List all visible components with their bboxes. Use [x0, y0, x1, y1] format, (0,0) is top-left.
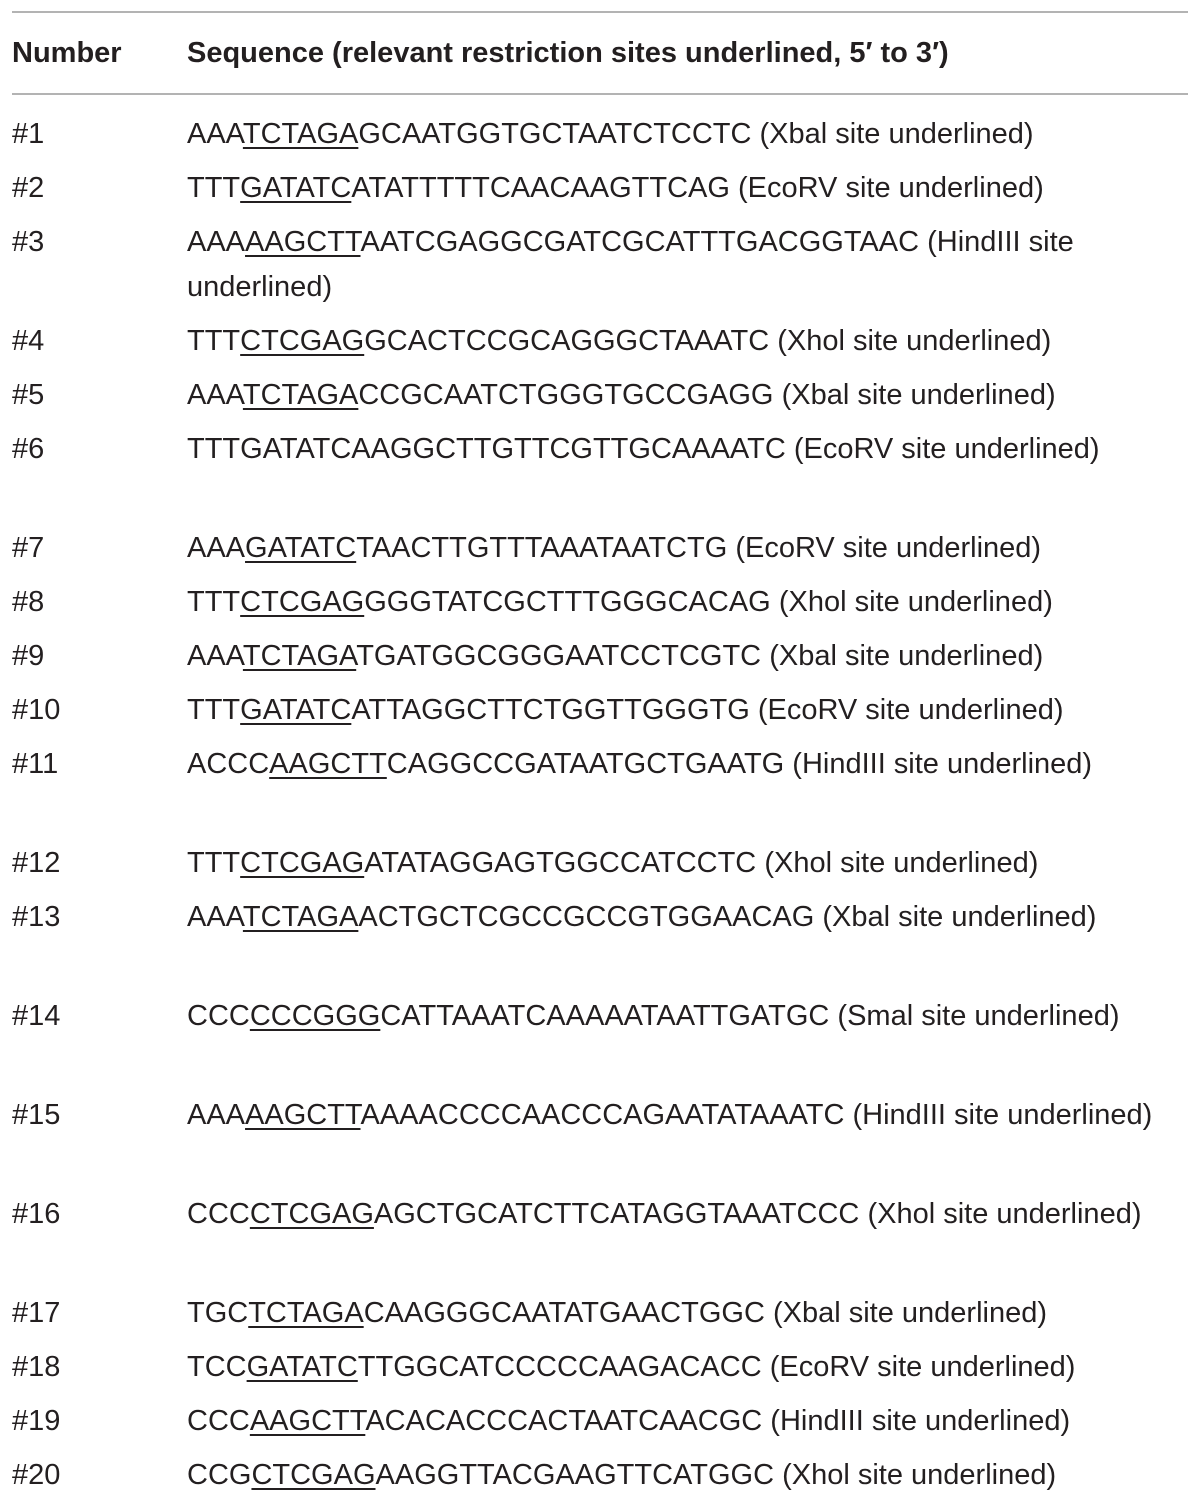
- sequence-suffix: TGATGGCGGGAATCCTCGTC: [356, 640, 762, 672]
- sequence-suffix: GCAATGGTGCTAATCTCCTC: [358, 118, 752, 150]
- restriction-site: TCTAGA: [242, 379, 359, 411]
- sequence-suffix: AAAACCCCAACCCAGAATATAAATC: [360, 1099, 845, 1131]
- site-note: (HindIII site underlined): [792, 748, 1093, 780]
- row-number: #4: [12, 325, 45, 357]
- row-sequence: [187, 166, 1182, 211]
- row-sequence: [187, 373, 1182, 418]
- site-note: (Xhol site underlined): [764, 847, 1039, 879]
- site-note: (Xbal site underlined): [772, 1297, 1047, 1329]
- row-number: #16: [12, 1198, 61, 1230]
- site-note: (Xbal site underlined): [781, 379, 1056, 411]
- restriction-site: GATATC: [240, 172, 352, 204]
- sequence-prefix: AAA: [187, 532, 246, 564]
- site-note: (Xbal site underlined): [769, 640, 1044, 672]
- row-sequence: [187, 688, 1182, 733]
- site-note: (Xhol site underlined): [777, 325, 1052, 357]
- row-sequence: [187, 841, 1182, 886]
- sequence-suffix: ATTAGGCTTCTGGTTGGGTG: [351, 694, 750, 726]
- sequence-prefix: AAA: [187, 901, 243, 933]
- row-number: #8: [12, 586, 45, 618]
- row-number: #12: [12, 847, 61, 879]
- row-sequence: [187, 742, 1182, 787]
- row-number: #5: [12, 379, 45, 411]
- site-note: (HindIII site underlined): [770, 1405, 1071, 1437]
- row-number: #15: [12, 1099, 61, 1131]
- sequence-prefix: ACCC: [187, 748, 270, 780]
- restriction-site: TCTAGA: [248, 1297, 364, 1329]
- site-note: (Xbal site underlined): [759, 118, 1034, 150]
- sequence-suffix: ACACACCCACTAATCAACGC: [365, 1405, 763, 1437]
- site-note: (EcoRV site underlined): [769, 1351, 1076, 1383]
- row-number: #2: [12, 172, 45, 204]
- restriction-site: AAGCTT: [269, 748, 387, 780]
- restriction-site: GATATC: [245, 532, 357, 564]
- row-number: #9: [12, 640, 45, 672]
- row-number: #14: [12, 1000, 61, 1032]
- restriction-site: CTCGAG: [249, 1198, 374, 1230]
- row-sequence: [187, 526, 1182, 571]
- sequence-prefix: TTTGATATCAAGGCTTGTTCGTTGCAAAATC: [187, 433, 786, 465]
- row-number: #13: [12, 901, 61, 933]
- site-note: (Xhol site underlined): [782, 1459, 1057, 1491]
- sequence-prefix: AAA: [187, 1099, 246, 1131]
- site-note: (Xhol site underlined): [867, 1198, 1142, 1230]
- header-rule: [12, 93, 1188, 95]
- sequence-prefix: TGC: [187, 1297, 249, 1329]
- site-note: (Xhol site underlined): [778, 586, 1053, 618]
- site-note: (EcoRV site underlined): [738, 172, 1044, 204]
- restriction-site: TCTAGA: [242, 118, 359, 150]
- header-sequence: Sequence (relevant restriction sites underlined, 5′ to 3′): [187, 37, 949, 69]
- restriction-site: GATATC: [240, 694, 352, 726]
- row-sequence: [187, 112, 1182, 157]
- row-sequence: [187, 1453, 1182, 1498]
- site-note: (HindIII site underlined): [852, 1099, 1153, 1131]
- sequence-suffix: CAGGCCGATAATGCTGAATG: [386, 748, 785, 780]
- sequence-prefix: TTT: [187, 586, 241, 618]
- site-note: (Smal site underlined): [837, 1000, 1120, 1032]
- sequence-prefix: AAA: [187, 640, 243, 672]
- row-sequence: [187, 427, 1182, 472]
- sequence-suffix: GCACTCCGCAGGGCTAAATC: [364, 325, 770, 357]
- row-number: #1: [12, 118, 45, 150]
- row-number: #11: [12, 748, 59, 780]
- row-number: #7: [12, 532, 45, 564]
- site-note: (EcoRV site underlined): [735, 532, 1042, 564]
- row-number: #20: [12, 1459, 61, 1491]
- restriction-site: TCTAGA: [242, 901, 359, 933]
- row-number: #10: [12, 694, 61, 726]
- restriction-site: GATATC: [246, 1351, 358, 1383]
- sequence-suffix: AGCTGCATCTTCATAGGTAAATCCC: [373, 1198, 860, 1230]
- row-sequence: [187, 1093, 1182, 1138]
- row-number: #6: [12, 433, 45, 465]
- restriction-site: CTCGAG: [240, 325, 365, 357]
- restriction-site: CCCGGG: [249, 1000, 381, 1032]
- row-sequence: [187, 1291, 1182, 1336]
- sequence-prefix: TTT: [187, 172, 241, 204]
- site-note: (HindIII site underlined): [187, 226, 1074, 303]
- sequence-suffix: GGGTATCGCTTTGGGCACAG: [364, 586, 771, 618]
- site-note: (Xbal site underlined): [822, 901, 1097, 933]
- sequence-suffix: CATTAAATCAAAAATAATTGATGC: [380, 1000, 830, 1032]
- row-sequence: [187, 895, 1182, 940]
- sequence-prefix: AAA: [187, 118, 243, 150]
- sequence-prefix: CCC: [187, 1405, 250, 1437]
- restriction-site: CTCGAG: [240, 586, 365, 618]
- sequence-suffix: AATCGAGGCGATCGCATTTGACGGTAAC: [360, 226, 920, 258]
- row-sequence: [187, 1345, 1182, 1390]
- row-sequence: [187, 634, 1182, 679]
- table-top-rule: [12, 11, 1188, 13]
- row-number: #3: [12, 226, 45, 258]
- restriction-site: TCTAGA: [242, 640, 357, 672]
- sequence-suffix: ATATTTTTCAACAAGTTCAG: [351, 172, 730, 204]
- sequence-suffix: ATATAGGAGTGGCCATCCTC: [364, 847, 757, 879]
- restriction-site: CTCGAG: [251, 1459, 376, 1491]
- restriction-site: AAGCTT: [249, 1405, 366, 1437]
- sequence-suffix: ACTGCTCGCCGCCGTGGAACAG: [358, 901, 815, 933]
- row-sequence: [187, 319, 1182, 364]
- site-note: (EcoRV site underlined): [757, 694, 1064, 726]
- sequence-suffix: TTGGCATCCCCCAAGACACC: [357, 1351, 762, 1383]
- sequence-prefix: AAA: [187, 226, 246, 258]
- restriction-site: CTCGAG: [240, 847, 365, 879]
- header-number: Number: [12, 37, 122, 69]
- row-sequence: [187, 1399, 1182, 1444]
- row-number: #19: [12, 1405, 61, 1437]
- sequence-suffix: AAGGTTACGAAGTTCATGGC: [375, 1459, 775, 1491]
- row-sequence: [187, 1192, 1182, 1237]
- restriction-site: AAGCTT: [245, 1099, 361, 1131]
- sequence-prefix: TCC: [187, 1351, 247, 1383]
- sequence-prefix: TTT: [187, 694, 241, 726]
- row-sequence: [187, 994, 1182, 1039]
- sequence-suffix: CAAGGGCAATATGAACTGGC: [363, 1297, 765, 1329]
- sequence-prefix: AAA: [187, 379, 243, 411]
- sequence-prefix: CCC: [187, 1198, 250, 1230]
- row-number: #17: [12, 1297, 61, 1329]
- sequence-suffix: TAACTTGTTTAAATAATCTG: [356, 532, 728, 564]
- restriction-site: AAGCTT: [245, 226, 361, 258]
- row-sequence: [187, 220, 1182, 310]
- site-note: (EcoRV site underlined): [793, 433, 1100, 465]
- row-number: #18: [12, 1351, 61, 1383]
- sequence-suffix: CCGCAATCTGGGTGCCGAGG: [358, 379, 774, 411]
- sequence-prefix: CCC: [187, 1000, 250, 1032]
- sequence-prefix: TTT: [187, 847, 241, 879]
- sequence-prefix: CCG: [187, 1459, 252, 1491]
- sequence-prefix: TTT: [187, 325, 241, 357]
- row-sequence: [187, 580, 1182, 625]
